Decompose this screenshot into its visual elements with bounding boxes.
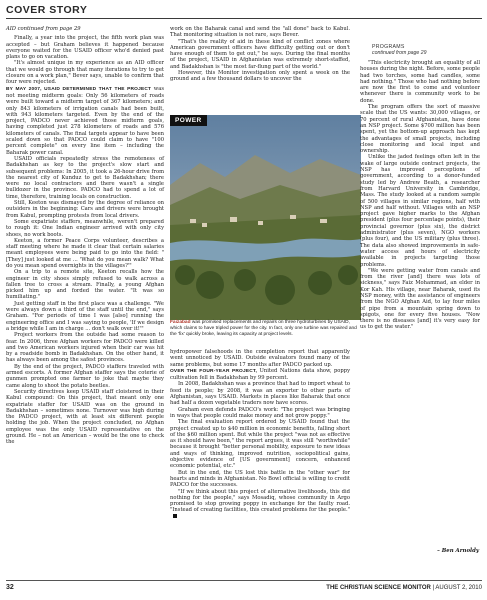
section-lead-paragraph: [170, 368, 350, 382]
lead-rest: United Nations data show, poppy cultivation fell in Badakhshan by 99 percent.: [170, 367, 350, 382]
issue-date: AUGUST 2, 2010: [435, 585, 482, 591]
paragraph: "We were getting water from canals and from the river [and] there was lots of sickness," says Faiz Mohammad, an elder in Kor Kah. His village, near Baharak, used its NSP money, with the assistance of engineers from the NGO Afghan Aid, to lay four miles of pipe from a mountain spring down to spigots, one for every five houses. "Now there is no diseases [and] it's very easy for us to get the water.": [360, 267, 480, 331]
lead-in: OVER THE FOUR-YEAR PROJECT,: [170, 368, 258, 374]
paragraph: "This electricity brought an equality of all houses during the night. Before, some people had two torches, some had candles, some had nothing." Those who had nothing before are now the first to come and volunteer whenever there is community work to be done.: [360, 60, 480, 104]
paragraph: In 2008, Badakhshan was a province that had to import wheat to feed its people; by 2008, it was an exporter to other parts of Afghanistan, says USAID. Markets in places like Baharak that once had half a dozen vegetable traders now have scores.: [170, 381, 350, 407]
closing-quote: "If we think about this project of alternative livelihoods, this did nothing for the people," says Mosadiq, whose community in Argo promised to stop growing poppy in exchange for the faulty road. "Instead of creating facilities, this created problems for the people.": [170, 488, 350, 514]
article-column-2-top: [170, 26, 350, 83]
sidebar-column: [360, 60, 480, 560]
sidebar-header: [372, 44, 427, 57]
paragraph: But in the end, the US lost this battle in the "other war" for hearts and minds in Afghanistan. No Bowl official is willing to credit PADCO for the successes.: [170, 469, 350, 489]
paragraph: The program offers the sort of massive scale that the US wants: 30,000 villages, or 70 percent of rural Afghanistan, have done an NSP project. Some $700 million has been spent, yet the bottom-up approach has kept the advantages of small projects, including close monitoring and local input and ownership.: [360, 104, 480, 155]
paragraph: Some expatriate staffers, meanwhile, weren't prepared to rough it: One Indian engineer arrived with only city shoes, no work boots.: [6, 218, 164, 238]
article-column-1: [6, 26, 164, 574]
header-rule: [6, 18, 482, 19]
section-lead-paragraph: [6, 86, 164, 156]
photo-section-label: POWER: [170, 115, 207, 126]
paragraph: Security directives keep USAID staff cloistered in their Kabul compound: On this project, that meant only one expatriate staffer for USAID was on the ground in Badakhshan – sometimes none. Turnover was high during the PADCO project, with at least six different people holding the job. When the project concluded, no Afghan employee was the only USAID representative on the ground. He – not an American – would be the one to check the: [6, 388, 164, 446]
paragraph: On a trip to a remote site, Keeton recalls how the engineer in city shoes simply refused to walk across a fallen tree to cross a stream. Finally, a young Afghan picked him up and forded the water. "It was so humiliating.": [6, 269, 164, 301]
paragraph: work on the Baharak canal and send the "all done" back to Kabul. That monitoring situation is not rare, says Bever.: [170, 26, 350, 39]
paragraph: hydropower falsehoods in the completion report that apparently went unnoticed by USAID. Outside evaluators found many of the same problems, but some 17 months after PADCO packed up.: [170, 349, 350, 368]
photo-caption: [170, 320, 362, 337]
paragraph: Unlike the jaded feelings often left in the wake of large outside contract projects, the NSP has improved perceptions of government, according to a donor-funded study led by Andrew Beath, a researcher from Harvard University in Cambridge, Mass. The study looked at a random sample of 500 villages in similar regions, half with NSP and half without. Villages with an NSP project gave higher marks to the Afghan president (plus four percentage points), their provincial governor (plus six), the district administrator (plus seven), NGO workers (plus four), and the US military (plus three). The data also showed improvements in safe-water access and hours of electricity available in projects targeting those problems.: [360, 154, 480, 268]
paragraph: [170, 489, 350, 520]
article-column-2-bottom: [170, 349, 350, 561]
paragraph: Just getting staff in the first place was a challenge. "We were always down a third of the staff until the end," says Graham. "For periods of time I was [also] running the engineering office and I was saying to people, 'If we design a bridge while I am in charge ... don't walk over it!'": [6, 300, 164, 332]
section-kicker: COVER STORY: [6, 4, 88, 16]
sidebar-continued: continued from page 29: [372, 50, 427, 57]
paragraph: By the end of the project, PADCO staffers traveled with armed escorts. A former Afghan staffer says the coterie of gunmen prompted one farmer to joke that maybe they came along to shoot the potato beetles.: [6, 363, 164, 389]
publication-name: THE CHRISTIAN SCIENCE MONITOR: [326, 585, 431, 591]
paragraph: USAID officials repeatedly stress the remoteness of Badakhshan as key to the project's slow start and subsequent problems: In 2005, it took a 26-hour drive from the nearest city of Kunduz to get to Badakhshan; there were no local contractors and there wasn't a single bulldozer in the province. PADCO had to spend a lot of time, therefore, training locals on construction.: [6, 155, 164, 200]
page-number: 32: [6, 584, 14, 591]
footer-rule: [6, 580, 482, 581]
caption-text: was promised replacements and repairs on three hydroturbines by USAID, which claims to have tripled power for the city. In fact, only one turbine was repaired and the 'fix' quickly broke, leaving its capacity at project levels.: [170, 320, 357, 337]
paragraph: Keeton, a former Peace Corps volunteer, describes a staff meeting where he made it clear that certain salaries meant employees were being paid to go into the field: "[They] just looked at me ... 'What do you mean walk? What do you mean spend overnights in the villages?'": [6, 237, 164, 269]
lead-in: BY MAY 2007, USAID DETERMINED THAT THE PROJECT: [6, 86, 152, 92]
paragraph: Graham even defends PADCO's work: "The project was bringing in ways that people could make money and not grow poppy.": [170, 406, 350, 419]
paragraph: However, this Monitor investigation only spent a week on the ground and a few thousand dollars to uncover the: [170, 70, 350, 83]
sidebar-byline: – Ben Arnoldy: [437, 548, 479, 554]
paragraph: The final evaluation report ordered by USAID found that the project created up to $40 million in economic benefits, falling short of the $60 million spent. But while the project "was not as effective as it should have been," the report argues, it was still "worthwhile" because it brought "better personal mobility, exposure to new ideas and ways of thinking, improved nutrition, sociopolitical gains, objective evidence of [US government] concern, enhanced economic potential, etc.": [170, 419, 350, 470]
paragraph: "That's the reality of aid in these kind of conflict zones where American government officers have difficulty getting out or don't have enough of them to get out," he says. During the final months of the project, USAID in Afghanistan was extremely short-staffed, and Badakhshan is "the most far-flung part of the world.": [170, 38, 350, 70]
continued-line: AID continued from page 29: [6, 26, 81, 32]
paragraph: Project workers from the outside had some reason to fear. In 2006, three Afghan workers for PADCO were killed and two American workers injured when their car was hit by a roadside bomb in Badakhshan. On the other hand, it has always been among the safest provinces.: [6, 332, 164, 364]
footer-publication-date: THE CHRISTIAN SCIENCE MONITOR | AUGUST 2, 2010: [326, 585, 482, 591]
landscape-photo-illustration: [170, 115, 361, 320]
paragraph: Still, Keeton was dismayed by the degree of reliance on outsiders in the beginning: Cars and drivers were brought from Kabul, prompting protests from local drivers.: [6, 200, 164, 219]
photo-faizabad: [170, 115, 361, 259]
sidebar-title: PROGRAMS: [372, 44, 405, 50]
end-mark-icon: [173, 514, 177, 518]
lead-rest: was not meeting midterm goals: Only 56 kilometers of roads were built toward a midterm target of 367 kilometers; and only 843 kilometers of irrigation canals had been built, with 943 kilometers targeted. Even by the end of the project, PADCO never achieved those midterm goals, having completed just 278 kilometers of roads and 576 kilometers of canals. The final targets appear to have been scaled down so that PADCO could claim to have "100 percent complete" on every line item – including the Baharak power canal.: [6, 85, 164, 156]
caption-lead: Faizabad: [170, 320, 191, 325]
paragraph: "It's almost unique in my experience as an AID officer that we would go through that many iterations to try to get closure on a work plan," Bever says, unable to confirm that four were rejected.: [6, 60, 164, 86]
paragraph: Finally, a year into the project, the fifth work plan was accepted – but Graham believes it happened because everyone waited for the USAID officer who'd denied past plans to go on vacation.: [6, 35, 164, 61]
